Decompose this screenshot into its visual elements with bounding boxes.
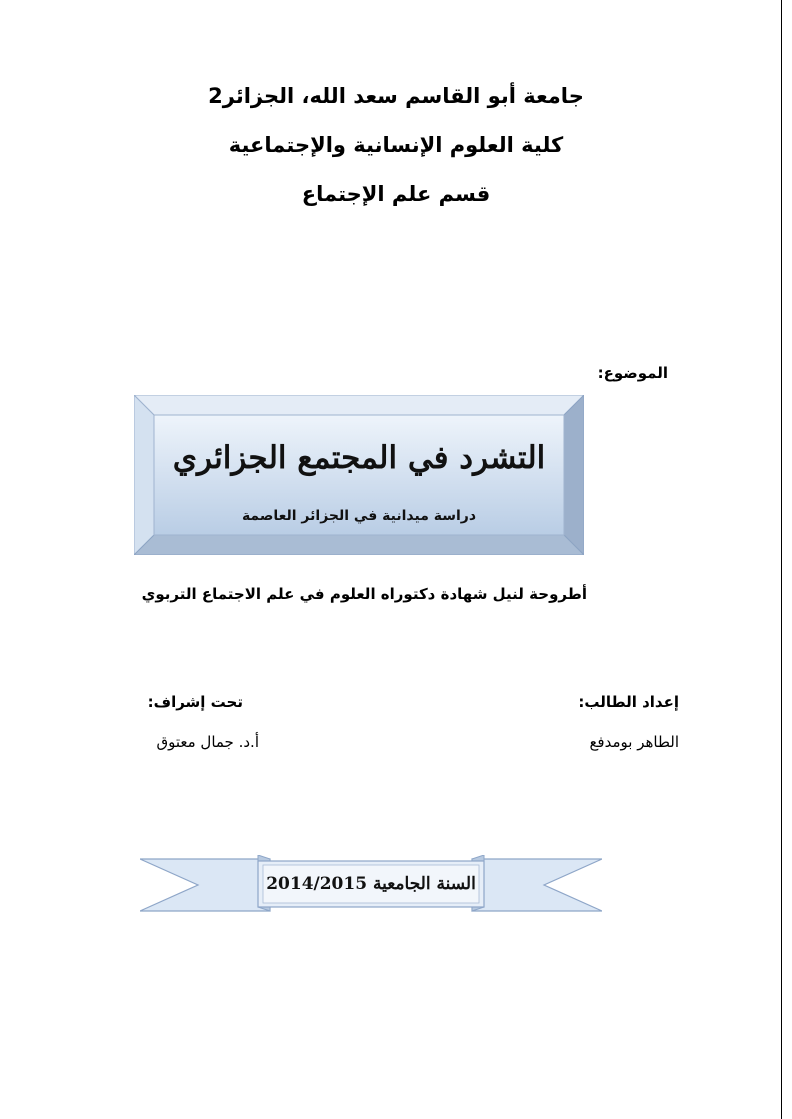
page-border bbox=[781, 0, 782, 1119]
academic-year: السنة الجامعية 2014/2015 bbox=[266, 874, 476, 894]
supervisor-label: تحت إشراف: bbox=[147, 693, 243, 711]
thesis-description: أطروحة لنيل شهادة دكتوراه العلوم في علم الاجتماع التربوي bbox=[141, 585, 587, 603]
thesis-subtitle: دراسة ميدانية في الجزائر العاصمة bbox=[241, 508, 477, 524]
student-name: الطاهر بومدفع bbox=[589, 733, 679, 751]
university-name: جامعة أبو القاسم سعد الله، الجزائر2 bbox=[208, 84, 584, 108]
faculty-name: كلية العلوم الإنسانية والإجتماعية bbox=[228, 133, 564, 157]
department-name: قسم علم الإجتماع bbox=[301, 182, 491, 206]
thesis-title: التشرد في المجتمع الجزائري bbox=[172, 440, 546, 476]
topic-label: الموضوع: bbox=[597, 364, 668, 382]
supervisor-name: أ.د. جمال معتوق bbox=[156, 733, 259, 751]
student-label: إعداد الطالب: bbox=[578, 693, 679, 711]
